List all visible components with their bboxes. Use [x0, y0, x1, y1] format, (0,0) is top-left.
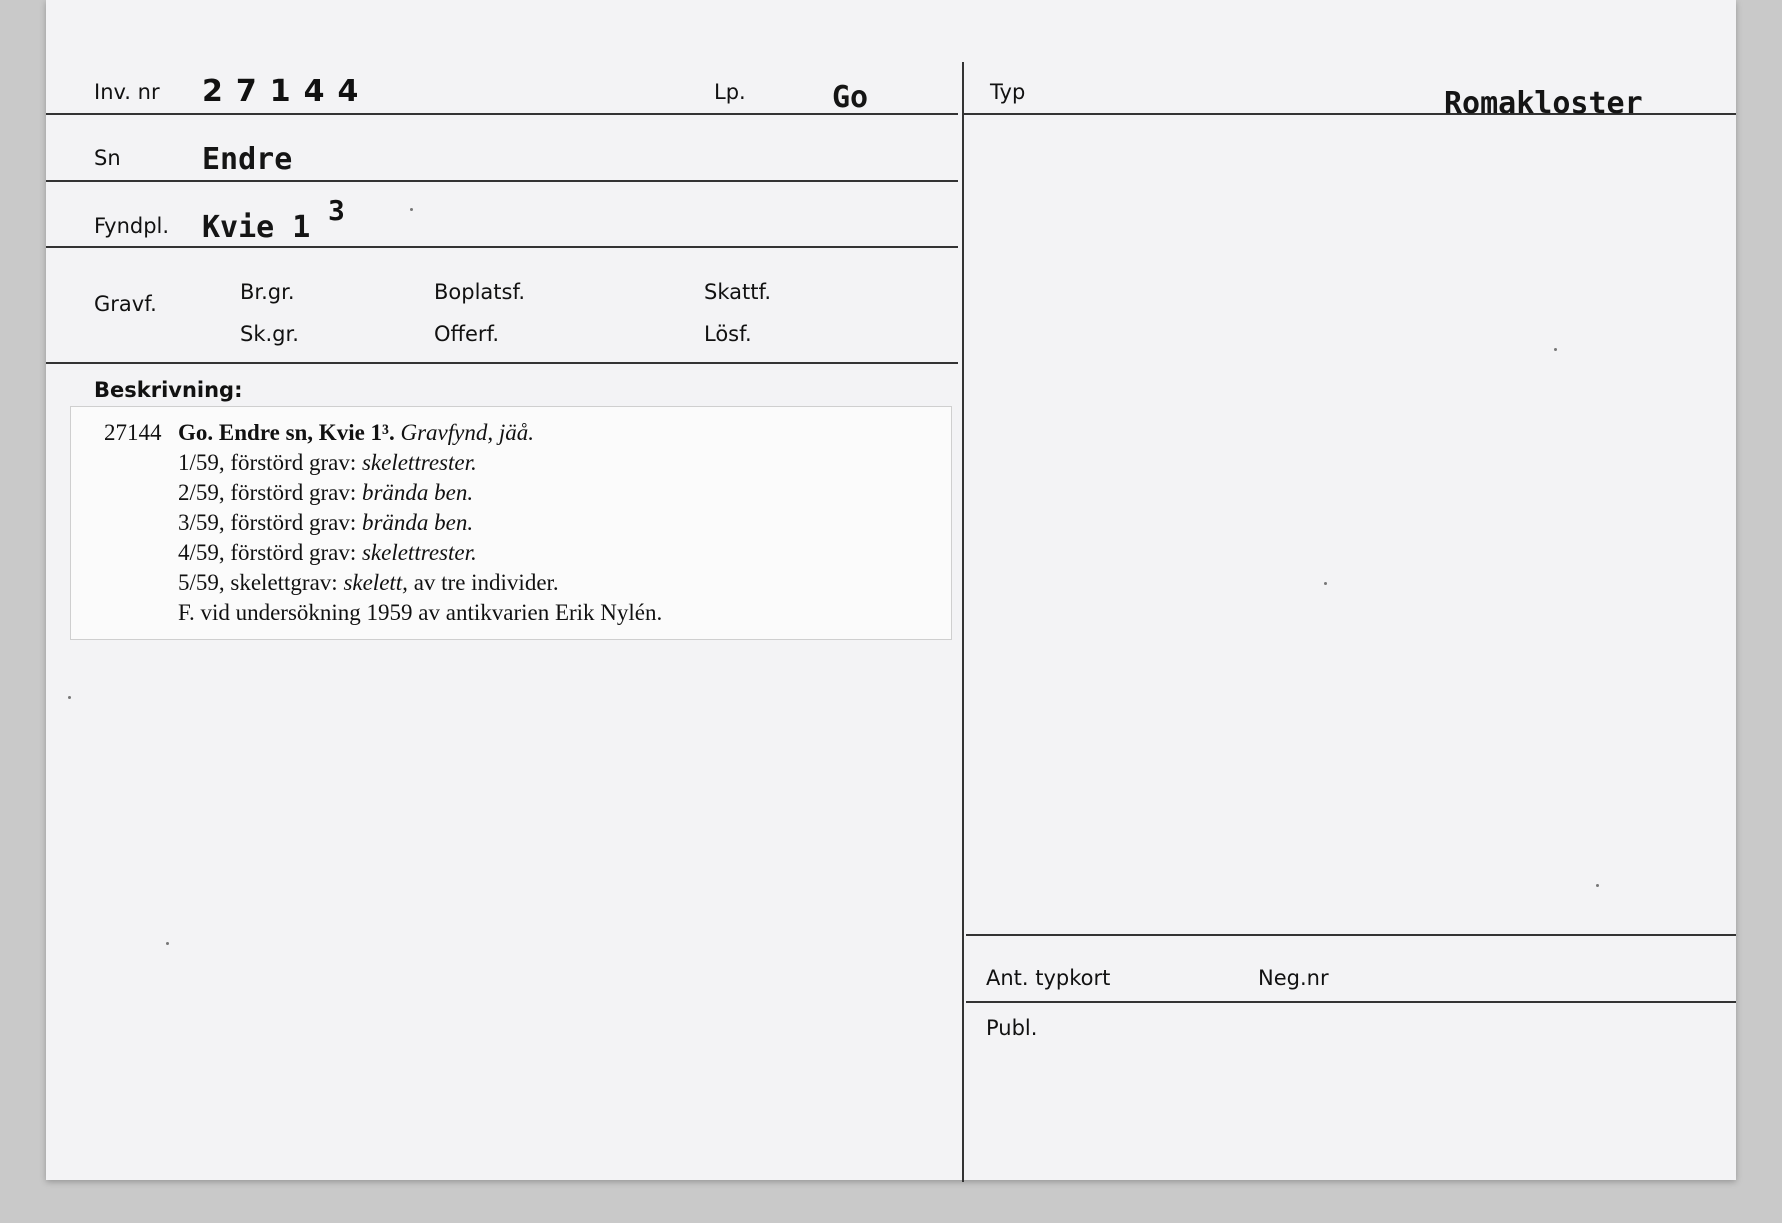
losf-label: Lösf. [704, 322, 752, 346]
description-line-text [178, 538, 477, 568]
inv-label: Inv. nr [94, 80, 160, 104]
fyndpl-value: Kvie 1 [202, 210, 311, 245]
line-plain: 1/59, förstörd grav: [178, 450, 357, 475]
fyndpl-superscript: 3 [328, 194, 345, 227]
line-italic: skelettrester. [361, 450, 477, 475]
line-italic: skelettrester. [361, 540, 477, 565]
column-divider [962, 62, 964, 1182]
line-plain: 3/59, förstörd grav: [178, 510, 357, 535]
line-plain: 2/59, förstörd grav: [178, 480, 357, 505]
dust-speck [1324, 582, 1327, 585]
rule-fyndpl [46, 246, 958, 248]
description-line-text [178, 478, 473, 508]
description-footer-text: F. vid undersökning 1959 av antikvarien Erik Nylén. [178, 600, 663, 625]
description-head-italic: Gravfynd, jäå. [400, 420, 534, 445]
fyndpl-label: Fyndpl. [94, 214, 170, 238]
rule-ant-top [966, 934, 1736, 936]
dust-speck [1596, 884, 1599, 887]
description-line-text [178, 508, 473, 538]
line-italic: skelett, [343, 570, 408, 595]
description-line-text [178, 568, 559, 598]
ant-typkort-label: Ant. typkort [986, 966, 1111, 990]
description-head-text [178, 418, 534, 448]
typ-value: Romakloster [1444, 86, 1643, 121]
inv-value: 27144 [202, 74, 372, 109]
typ-label: Typ [990, 80, 1026, 104]
line-tail: av tre individer. [413, 570, 559, 595]
sk-gr-label: Sk.gr. [240, 322, 299, 346]
description-head-bold: Go. Endre sn, Kvie 1³. [178, 420, 395, 445]
dust-speck [410, 208, 413, 211]
dust-speck [1554, 348, 1557, 351]
publ-label: Publ. [986, 1016, 1038, 1040]
sn-label: Sn [94, 146, 121, 170]
description-number: 27144 [104, 420, 162, 445]
rule-ant-bottom [966, 1001, 1736, 1003]
lp-value: Go [832, 80, 869, 115]
rule-fields [46, 362, 958, 364]
lp-label: Lp. [714, 80, 746, 104]
neg-nr-label: Neg.nr [1258, 966, 1329, 990]
catalog-card [46, 0, 1736, 1180]
offerf-label: Offerf. [434, 322, 500, 346]
description-line-text [178, 448, 477, 478]
skattf-label: Skattf. [704, 280, 771, 304]
beskrivning-label: Beskrivning: [94, 378, 243, 402]
rule-sn [46, 180, 958, 182]
br-gr-label: Br.gr. [240, 280, 295, 304]
rule-top [46, 113, 958, 115]
sn-value: Endre [202, 142, 293, 177]
line-italic: brända ben. [361, 510, 474, 535]
line-italic: brända ben. [361, 480, 474, 505]
gravf-label: Gravf. [94, 292, 157, 316]
dust-speck [68, 696, 71, 699]
boplatsf-label: Boplatsf. [434, 280, 526, 304]
line-plain: 4/59, förstörd grav: [178, 540, 357, 565]
dust-speck [166, 942, 169, 945]
line-plain: 5/59, skelettgrav: [178, 570, 338, 595]
